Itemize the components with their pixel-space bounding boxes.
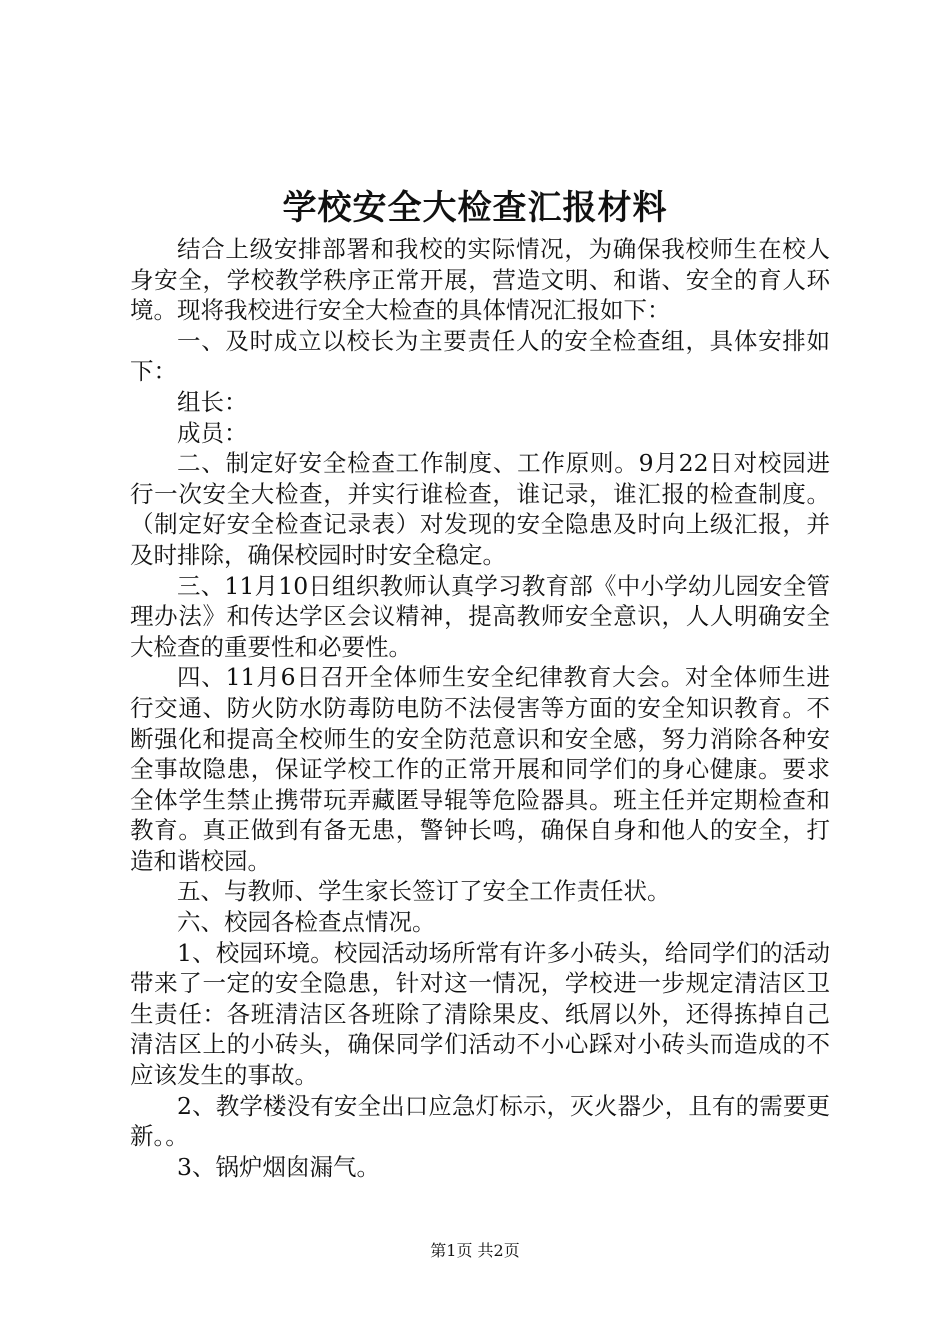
paragraph-item-3: 3、锅炉烟囱漏气。 (177, 1152, 380, 1181)
paragraph-item-1: 1、校园环境。校园活动场所常有许多小砖头，给同学们的活动带来了一定的安全隐患，针对这一情况，学校进一步规定清洁区卫生责任：各班清洁区各班除了清除果皮、纸屑以外，还得拣掉自己清洁区上的小砖头，确保同学们活动不小心踩对小砖头而造成的不应该发生的事故。 (130, 938, 830, 1090)
paragraph-section-2: 二、制定好安全检查工作制度、工作原则。9月22日对校园进行一次安全大检查，并实行谁检查，谁记录，谁汇报的检查制度。（制定好安全检查记录表）对发现的安全隐患及时向上级汇报，并及时排除，确保校园时时安全稳定。 (130, 449, 830, 569)
paragraph-section-1: 一、及时成立以校长为主要责任人的安全检查组，具体安排如下： (130, 326, 830, 386)
document-body (130, 234, 830, 1182)
paragraph-section-4: 四、11月6日召开全体师生安全纪律教育大会。对全体师生进行交通、防火防水防毒防电防不法侵害等方面的安全知识教育。不断强化和提高全校师生的安全防范意识和安全感，努力消除各种安全事故隐患，保证学校工作的正常开展和同学们的身心健康。要求全体学生禁止携带玩弄藏匿导辊等危险器具。班主任并定期检查和教育。真正做到有备无患，警钟长鸣，确保自身和他人的安全，打造和谐校园。 (130, 663, 830, 875)
paragraph-section-6: 六、校园各检查点情况。 (177, 908, 436, 937)
paragraph-section-3: 三、11月10日组织教师认真学习教育部《中小学幼儿园安全管理办法》和传达学区会议精神，提高教师安全意识，人人明确安全大检查的重要性和必要性。 (130, 571, 830, 661)
page-number: 第1页 共2页 (430, 1241, 520, 1260)
paragraph-intro: 结合上级安排部署和我校的实际情况，为确保我校师生在校人身安全，学校教学秩序正常开展，营造文明、和谐、安全的育人环境。现将我校进行安全大检查的具体情况汇报如下： (130, 235, 830, 325)
document-title: 学校安全大检查汇报材料 (282, 188, 668, 228)
paragraph-item-2: 2、教学楼没有安全出口应急灯标示，灭火器少，且有的需要更新。。 (130, 1091, 830, 1151)
paragraph-leader: 组长： (177, 387, 248, 416)
paragraph-section-5: 五、与教师、学生家长签订了安全工作责任状。 (177, 877, 671, 906)
paragraph-members: 成员： (177, 418, 248, 447)
